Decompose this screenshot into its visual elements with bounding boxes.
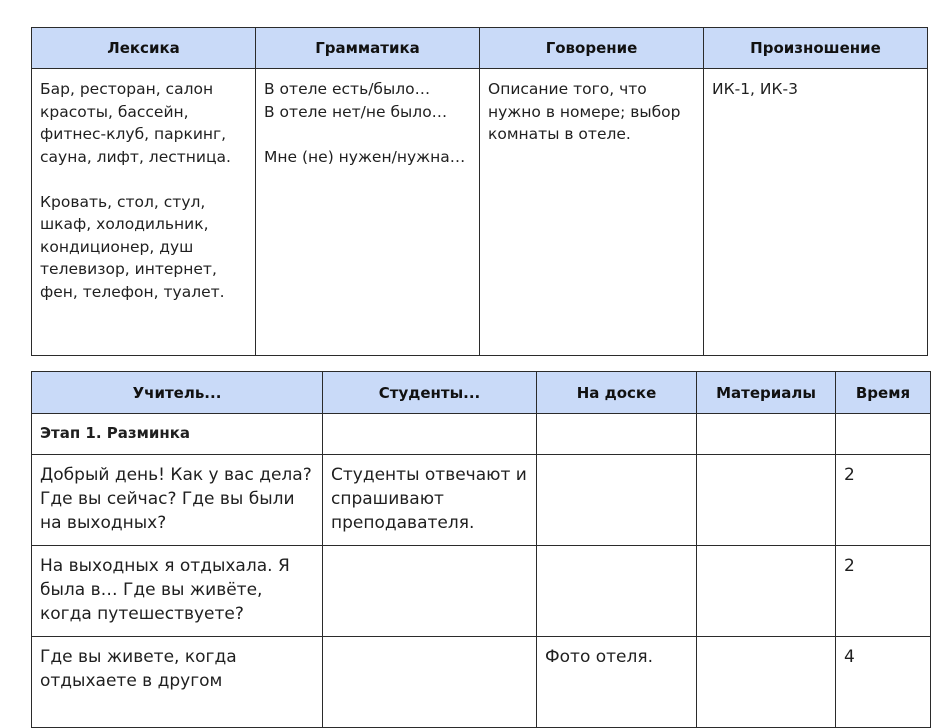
materials-cell [697, 546, 836, 637]
students-cell: Студенты отвечают и спрашивают преподавателя. [323, 455, 537, 546]
board-cell [537, 455, 697, 546]
stage-students-cell [323, 414, 537, 455]
stage-title: Этап 1. Разминка [32, 414, 323, 455]
table-row [32, 455, 931, 546]
header-board: На доске [537, 372, 697, 414]
time-cell: 2 [836, 455, 931, 546]
board-cell: Фото отеля. [537, 637, 697, 728]
students-cell [323, 637, 537, 728]
students-cell [323, 546, 537, 637]
lesson-plan-table [31, 371, 931, 728]
header-speaking: Говорение [480, 28, 704, 69]
stage-board-cell [537, 414, 697, 455]
overview-content-row [32, 69, 928, 356]
header-students: Студенты... [323, 372, 537, 414]
teacher-cell: Где вы живете, когда отдыхаете в другом [32, 637, 323, 728]
table-row [32, 546, 931, 637]
teacher-cell: Добрый день! Как у вас дела? Где вы сейчас? Где вы были на выходных? [32, 455, 323, 546]
header-pronunciation: Произношение [704, 28, 928, 69]
speaking-cell: Описание того, что нужно в номере; выбор комнаты в отеле. [480, 69, 704, 356]
time-cell: 2 [836, 546, 931, 637]
table-row [32, 637, 931, 728]
lesson-overview-table [31, 27, 928, 356]
board-cell [537, 546, 697, 637]
header-time: Время [836, 372, 931, 414]
header-grammar: Грамматика [256, 28, 480, 69]
teacher-cell: На выходных я отдыхала. Я была в… Где вы живёте, когда путешествуете? [32, 546, 323, 637]
materials-cell [697, 637, 836, 728]
time-cell: 4 [836, 637, 931, 728]
grammar-cell: В отеле есть/было… В отеле нет/не было… Мне (не) нужен/нужна… [256, 69, 480, 356]
vocabulary-cell: Бар, ресторан, салон красоты, бассейн, фитнес-клуб, паркинг, сауна, лифт, лестница. Кровать, стол, стул, шкаф, холодильник, кондиционер, душ телевизор, интернет, фен, телефон, туалет. [32, 69, 256, 356]
plan-header-row [32, 372, 931, 414]
stage-materials-cell [697, 414, 836, 455]
materials-cell [697, 455, 836, 546]
header-teacher: Учитель... [32, 372, 323, 414]
pronunciation-cell: ИК-1, ИК-3 [704, 69, 928, 356]
stage-row [32, 414, 931, 455]
overview-header-row [32, 28, 928, 69]
header-materials: Материалы [697, 372, 836, 414]
stage-time-cell [836, 414, 931, 455]
header-vocabulary: Лексика [32, 28, 256, 69]
